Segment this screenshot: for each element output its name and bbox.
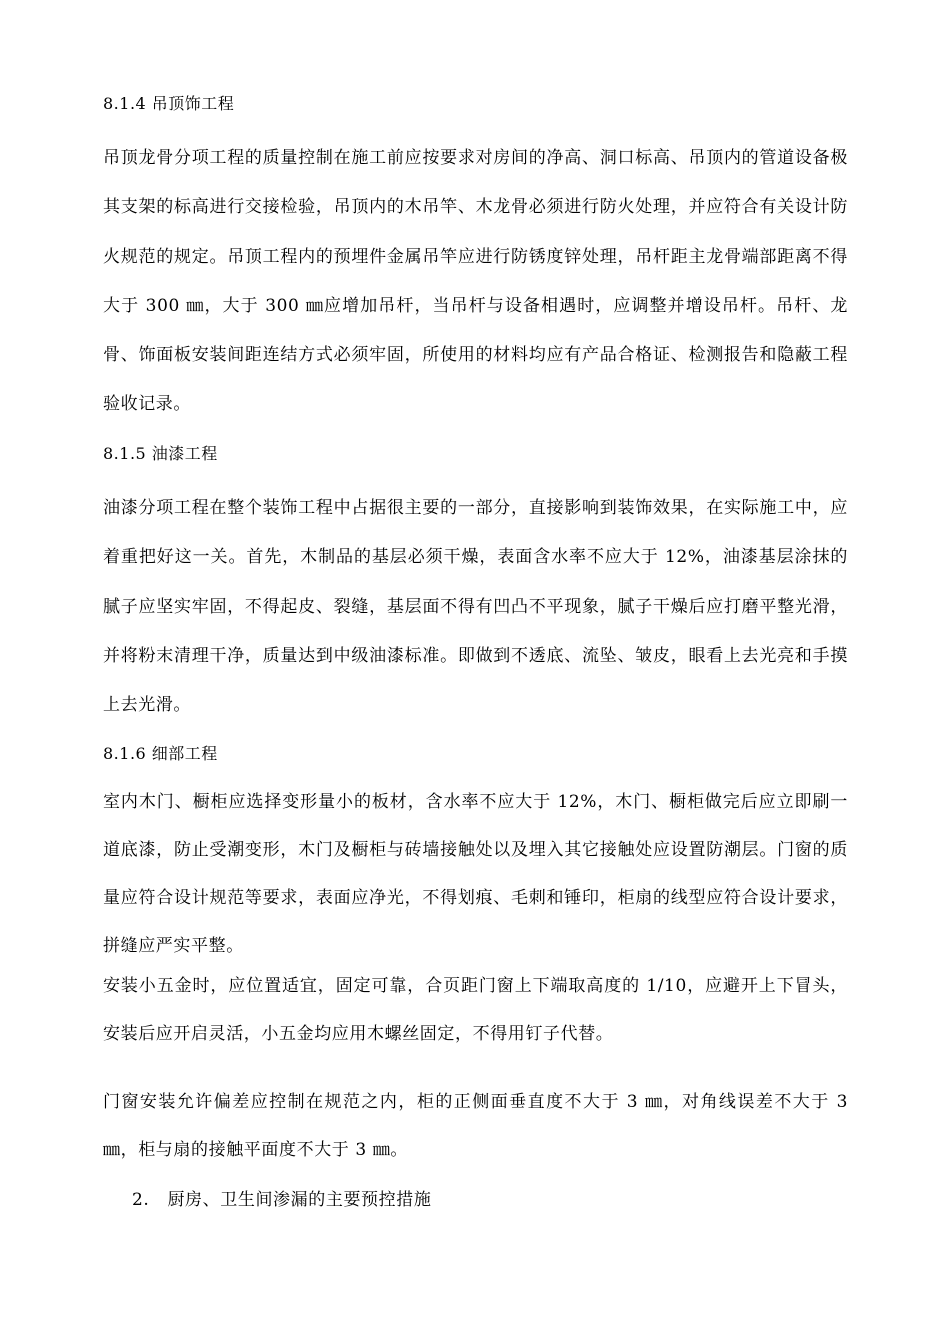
paragraph-detail-works-2: 安装小五金时，应位置适宜，固定可靠，合页距门窗上下端取高度的 1/10，应避开上下冒头，安装后应开启灵活，小五金均应用木螺丝固定，不得用钉子代替。 xyxy=(103,976,848,1044)
paragraph-detail-works-1: 室内木门、橱柜应选择变形量小的板材，含水率不应大于 12%，木门、橱柜做完后应立即刷一道底漆，防止受潮变形，木门及橱柜与砖墙接触处以及埋入其它接触处应设置防潮层。门窗的质量应符合设计规范等要求，表面应净光，不得划痕、毛刺和锤印，柜扇的线型应符合设计要求，拼缝应严实平整。 xyxy=(103,792,848,956)
section-heading-8-1-4: 8.1.4 吊顶饰工程 xyxy=(103,94,235,113)
list-item-2 xyxy=(132,1189,431,1211)
section-heading-8-1-5: 8.1.5 油漆工程 xyxy=(103,444,218,463)
list-item-text: 厨房、卫生间渗漏的主要预控措施 xyxy=(167,1190,432,1210)
paragraph-ceiling-works: 吊顶龙骨分项工程的质量控制在施工前应按要求对房间的净高、洞口标高、吊顶内的管道设备极其支架的标高进行交接检验，吊顶内的木吊竿、木龙骨必须进行防火处理，并应符合有关设计防火规范的规定。吊顶工程内的预埋件金属吊竿应进行防锈度锌处理，吊杆距主龙骨端部距离不得大于 300 ㎜，大于 300 ㎜应增加吊杆，当吊杆与设备相遇时，应调整并增设吊杆。吊杆、龙骨、饰面板安装间距连结方式必须牢固，所使用的材料均应有产品合格证、检测报告和隐蔽工程验收记录。 xyxy=(103,148,848,415)
section-heading-8-1-6: 8.1.6 细部工程 xyxy=(103,744,218,763)
paragraph-painting-works: 油漆分项工程在整个装饰工程中占据很主要的一部分，直接影响到装饰效果，在实际施工中，应着重把好这一关。首先，木制品的基层必须干燥，表面含水率不应大于 12%，油漆基层涂抹的腻子应坚实牢固，不得起皮、裂缝，基层面不得有凹凸不平现象，腻子干燥后应打磨平整光滑，并将粉末清理干净，质量达到中级油漆标准。即做到不透底、流坠、皱皮，眼看上去光亮和手摸上去光滑。 xyxy=(103,498,848,716)
paragraph-detail-works-3: 门窗安装允许偏差应控制在规范之内，柜的正侧面垂直度不大于 3 ㎜，对角线误差不大于 3 ㎜，柜与扇的接触平面度不大于 3 ㎜。 xyxy=(103,1092,848,1160)
list-item-number: 2. xyxy=(132,1190,150,1210)
